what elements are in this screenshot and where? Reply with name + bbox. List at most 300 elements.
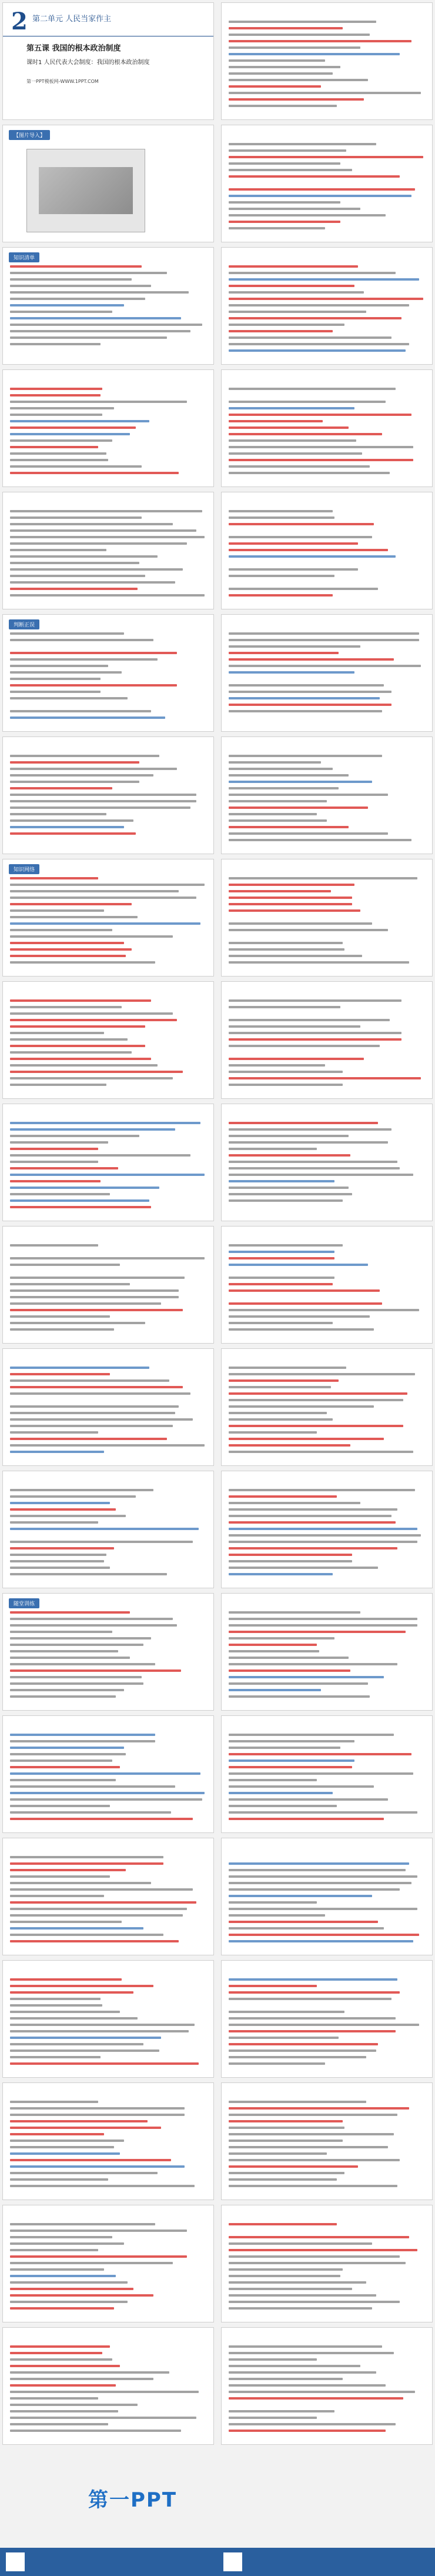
text-line: [10, 1818, 193, 1820]
text-line: [229, 1495, 337, 1498]
slide-thumbnail[interactable]: [2, 614, 214, 732]
slide-thumbnail[interactable]: [2, 1226, 214, 1344]
text-line: [229, 2417, 317, 2419]
text-line: [10, 343, 101, 345]
text-line: [229, 1431, 317, 1434]
text-line: [10, 1805, 110, 1807]
slide-thumbnail[interactable]: [221, 1348, 433, 1466]
slide-thumbnail[interactable]: [221, 1838, 433, 1955]
text-line: [10, 671, 122, 674]
slide-text-block: [10, 1856, 206, 1949]
slide-text-block: [10, 2345, 206, 2438]
text-line: [229, 1991, 400, 1994]
text-line: [229, 768, 333, 770]
text-line: [229, 2404, 386, 2406]
text-line: [10, 813, 106, 815]
text-line: [229, 1283, 333, 1285]
text-line: [229, 588, 378, 590]
text-line: [10, 278, 132, 281]
text-line: [229, 1077, 421, 1079]
text-line: [229, 1128, 392, 1131]
slide-text-block: [10, 510, 206, 603]
text-line: [229, 787, 339, 789]
site-label: 第一PPT模板网-WWW.1PPT.COM: [26, 79, 99, 84]
text-line: [229, 691, 392, 693]
text-line: [10, 1798, 202, 1801]
text-line: [229, 40, 411, 42]
text-line: [229, 175, 400, 178]
slide-thumbnail[interactable]: [221, 859, 433, 977]
text-line: [10, 2268, 104, 2271]
text-line: [229, 1367, 346, 1369]
text-line: [10, 1322, 145, 1324]
text-line: [10, 1296, 179, 1298]
text-line: [229, 1199, 343, 1202]
text-line: [10, 781, 139, 783]
text-line: [229, 2159, 400, 2161]
text-line: [10, 1618, 173, 1620]
text-line: [10, 884, 205, 886]
text-line: [229, 1425, 403, 1427]
text-line: [10, 1084, 106, 1086]
slide-thumbnail[interactable]: [221, 1715, 433, 1833]
text-line: [229, 1747, 340, 1749]
text-line: [229, 1180, 334, 1182]
text-line: [229, 34, 370, 36]
slide-thumbnail[interactable]: [2, 1104, 214, 1221]
text-line: [229, 1573, 333, 1575]
text-line: [10, 2281, 128, 2284]
text-line: [229, 1502, 360, 1504]
text-line: [229, 298, 423, 300]
text-line: [229, 2268, 343, 2271]
text-line: [10, 1985, 153, 1987]
text-line: [229, 2242, 372, 2245]
text-line: [10, 1199, 149, 1202]
text-line: [229, 1862, 409, 1865]
text-line: [10, 426, 136, 429]
text-line: [10, 2358, 112, 2361]
slide-thumbnail[interactable]: [221, 1226, 433, 1344]
text-line: [229, 214, 386, 216]
text-line: [229, 1412, 327, 1414]
text-line: [229, 2345, 382, 2348]
slide-thumbnail[interactable]: [2, 1838, 214, 1955]
text-line: [229, 2371, 376, 2374]
text-line: [229, 581, 360, 584]
text-line: [229, 188, 415, 191]
text-line: [10, 2384, 116, 2387]
slide-thumbnail[interactable]: [2, 2205, 214, 2322]
text-line: [10, 1412, 175, 1414]
text-line: [229, 1309, 419, 1311]
text-line: [229, 1167, 400, 1169]
text-line: [10, 1289, 179, 1292]
text-line: [229, 909, 360, 912]
text-line: [229, 2301, 400, 2303]
slide-text-block: [229, 1734, 425, 1827]
text-line: [10, 1148, 98, 1150]
text-line: [229, 704, 392, 706]
text-line: [229, 1779, 317, 1781]
text-line: [229, 1785, 374, 1788]
slide-thumbnail[interactable]: [221, 1593, 433, 1711]
slide-thumbnail[interactable]: [221, 2205, 433, 2322]
text-line: [10, 1399, 169, 1401]
text-line: [229, 1405, 374, 1408]
text-line: [229, 1554, 352, 1556]
slide-thumbnail[interactable]: [2, 2327, 214, 2445]
text-line: [229, 1631, 406, 1633]
text-line: [229, 1508, 397, 1511]
text-line: [10, 291, 189, 294]
slide-thumbnail[interactable]: [2, 1960, 214, 2078]
text-line: [10, 472, 179, 474]
text-line: [10, 1908, 187, 1910]
text-line: [229, 1328, 374, 1331]
text-line: [229, 568, 358, 571]
text-line: [10, 1695, 116, 1698]
text-line: [10, 922, 200, 925]
slide-text-block: [229, 1611, 425, 1704]
text-line: [10, 2301, 128, 2303]
text-line: [229, 1315, 370, 1318]
text-line: [229, 1071, 343, 1073]
slide-text-block: [10, 265, 206, 358]
text-line: [229, 665, 421, 667]
slide-thumbnail[interactable]: [221, 1471, 433, 1588]
text-line: [10, 2262, 173, 2264]
text-line: [229, 1934, 419, 1936]
text-line: [229, 2262, 406, 2264]
text-line: [229, 72, 333, 75]
text-line: [10, 691, 101, 693]
text-line: [10, 755, 159, 757]
text-line: [229, 652, 339, 654]
text-line: [10, 2365, 120, 2367]
text-line: [229, 2056, 366, 2058]
slide-thumbnail[interactable]: [2, 125, 214, 242]
slide-thumbnail[interactable]: [2, 1471, 214, 1588]
text-line: [229, 162, 340, 165]
text-line: [229, 459, 413, 461]
text-line: [229, 761, 321, 764]
text-line: [10, 1077, 173, 1079]
slide-thumbnail[interactable]: [221, 737, 433, 854]
text-line: [229, 2172, 344, 2174]
text-line: [10, 768, 177, 770]
title-slide[interactable]: [2, 2, 214, 120]
text-line: [10, 1766, 120, 1768]
text-line: [229, 79, 368, 81]
slide-text-block: [229, 755, 425, 848]
slide-text-block: [229, 1244, 425, 1337]
text-line: [10, 1025, 145, 1028]
text-line: [229, 1740, 354, 1742]
text-line: [229, 1289, 380, 1292]
text-line: [10, 1759, 112, 1762]
text-line: [10, 1547, 114, 1549]
text-line: [10, 1032, 104, 1034]
slide-thumbnail[interactable]: [2, 859, 214, 977]
text-line: [10, 807, 190, 809]
text-line: [10, 459, 108, 461]
unit-title: 第二单元 人民当家作主: [32, 15, 112, 24]
text-line: [10, 1921, 122, 1923]
text-line: [229, 839, 411, 841]
text-line: [229, 1161, 397, 1163]
text-line: [229, 221, 340, 223]
text-line: [10, 2011, 120, 2013]
text-line: [229, 426, 349, 429]
text-line: [229, 439, 356, 442]
slide-thumbnail[interactable]: [2, 1715, 214, 1833]
text-line: [10, 2159, 171, 2161]
slide-thumbnail[interactable]: [221, 247, 433, 365]
text-line: [10, 407, 114, 409]
text-line: [10, 2152, 120, 2155]
text-line: [229, 2358, 317, 2361]
text-line: [229, 1560, 352, 1562]
slide-thumbnail[interactable]: [2, 2082, 214, 2200]
text-line: [10, 1927, 143, 1929]
text-line: [229, 2178, 337, 2181]
slide-text-block: [229, 388, 425, 481]
text-line: [10, 1650, 118, 1652]
text-line: [10, 1379, 169, 1382]
text-line: [229, 304, 409, 306]
text-line: [229, 639, 419, 641]
text-line: [229, 394, 417, 396]
text-line: [10, 1309, 183, 1311]
slide-thumbnail[interactable]: [2, 981, 214, 1099]
text-line: [10, 516, 142, 519]
text-line: [229, 285, 354, 287]
text-line: [229, 1019, 390, 1021]
text-line: [229, 1682, 368, 1685]
text-line: [10, 2223, 155, 2225]
text-line: [229, 201, 340, 204]
text-line: [10, 1772, 200, 1775]
text-line: [229, 2133, 394, 2135]
text-line: [10, 704, 122, 706]
text-line: [229, 2430, 386, 2432]
text-line: [10, 2030, 189, 2032]
slide-thumbnail[interactable]: [221, 614, 433, 732]
text-line: [229, 1734, 394, 1736]
slide-thumbnail[interactable]: [221, 1960, 433, 2078]
text-line: [229, 961, 409, 964]
text-line: [229, 678, 333, 680]
slide-thumbnail[interactable]: [2, 247, 214, 365]
text-line: [10, 639, 153, 641]
slide-thumbnail[interactable]: [2, 492, 214, 609]
text-line: [10, 542, 187, 545]
text-line: [10, 2230, 187, 2232]
text-line: [10, 1785, 175, 1788]
slide-thumbnail[interactable]: [221, 2, 433, 120]
text-line: [229, 1148, 317, 1150]
text-line: [10, 2140, 124, 2142]
text-line: [10, 388, 102, 390]
slide-text-block: [229, 1856, 425, 1949]
text-line: [10, 2345, 110, 2348]
slide-text-block: [10, 632, 206, 725]
text-line: [229, 1624, 417, 1627]
text-line: [10, 819, 133, 822]
slide-thumbnail[interactable]: [221, 1104, 433, 1221]
text-line: [10, 401, 187, 403]
text-line: [10, 1998, 101, 2000]
text-line: [10, 1895, 104, 1897]
text-line: [10, 2043, 143, 2045]
slide-thumbnail[interactable]: [2, 1593, 214, 1711]
text-line: [229, 1921, 378, 1923]
text-line: [10, 1792, 205, 1794]
text-line: [229, 542, 358, 545]
text-line: [10, 420, 149, 422]
text-line: [10, 1315, 110, 1318]
text-line: [229, 594, 333, 596]
text-line: [10, 1502, 110, 1504]
text-line: [10, 317, 181, 319]
slide-thumbnail[interactable]: [2, 737, 214, 854]
qr-code-icon: [6, 2552, 25, 2571]
text-line: [229, 156, 423, 158]
text-line: [10, 1064, 158, 1067]
text-line: [229, 807, 368, 809]
slide-text-block: [10, 1734, 206, 1827]
text-line: [229, 21, 376, 23]
text-line: [229, 1875, 417, 1878]
text-line: [10, 787, 112, 789]
text-line: [229, 1547, 397, 1549]
text-line: [229, 27, 343, 29]
text-line: [10, 1161, 98, 1163]
slide-text-block: [10, 1489, 206, 1582]
text-line: [229, 1206, 415, 1208]
text-line: [10, 645, 101, 648]
text-line: [229, 149, 346, 152]
text-line: [10, 2101, 98, 2103]
text-line: [229, 1695, 370, 1698]
text-line: [10, 1438, 167, 1440]
text-line: [229, 1669, 350, 1672]
text-line: [10, 665, 108, 667]
text-line: [229, 2410, 334, 2412]
slide-thumbnail[interactable]: [221, 125, 433, 242]
text-line: [10, 800, 196, 802]
text-line: [10, 1914, 183, 1917]
text-line: [229, 2043, 378, 2045]
text-line: [10, 1425, 173, 1427]
text-line: [229, 472, 390, 474]
text-line: [10, 2056, 101, 2058]
text-line: [10, 877, 98, 879]
text-line: [229, 1811, 417, 1814]
slide-text-block: [10, 1122, 206, 1215]
text-line: [10, 1901, 196, 1904]
brand-logo: 第一PPT: [88, 2488, 178, 2512]
slide-text-block: [10, 999, 206, 1092]
slide-thumbnail[interactable]: [221, 369, 433, 487]
slide-text-block: [10, 2223, 206, 2316]
slide-text-block: [229, 510, 425, 603]
text-line: [10, 1856, 163, 1858]
text-line: [229, 1264, 368, 1266]
text-line: [229, 1818, 384, 1820]
slide-thumbnail[interactable]: [221, 981, 433, 1099]
text-line: [10, 1122, 200, 1124]
slide-thumbnail[interactable]: [2, 1348, 214, 1466]
text-line: [229, 2185, 397, 2187]
text-line: [229, 1663, 397, 1665]
text-line: [229, 2127, 344, 2129]
text-line: [229, 781, 372, 783]
text-line: [229, 942, 343, 944]
slide-thumbnail[interactable]: [221, 492, 433, 609]
text-line: [229, 85, 321, 88]
text-line: [229, 1914, 325, 1917]
text-line: [229, 1534, 421, 1537]
text-line: [229, 890, 331, 892]
unit-number: 2: [11, 8, 28, 35]
text-line: [229, 1798, 388, 1801]
text-line: [229, 2140, 343, 2142]
text-line: [10, 1554, 106, 1556]
text-line: [229, 2294, 376, 2297]
slide-thumbnail[interactable]: [221, 2082, 433, 2200]
text-line: [229, 336, 392, 339]
text-line: [10, 1180, 101, 1182]
text-line: [229, 1998, 392, 2000]
text-line: [229, 935, 396, 938]
text-line: [10, 929, 112, 931]
text-line: [10, 1740, 155, 1742]
text-line: [229, 401, 386, 403]
text-line: [10, 1270, 173, 1272]
text-line: [229, 1985, 317, 1987]
slide-thumbnail[interactable]: [2, 369, 214, 487]
text-line: [10, 1038, 128, 1041]
slide-text-block: [10, 1367, 206, 1459]
text-line: [10, 903, 132, 905]
text-line: [229, 510, 333, 512]
text-line: [10, 1515, 126, 1517]
slide-thumbnail[interactable]: [221, 2327, 433, 2445]
text-line: [10, 2107, 185, 2110]
text-line: [10, 2249, 98, 2251]
text-line: [10, 2410, 118, 2412]
text-line: [10, 536, 205, 538]
text-line: [229, 311, 366, 313]
text-line: [229, 324, 344, 326]
text-line: [10, 999, 151, 1002]
text-line: [10, 1940, 179, 1942]
text-line: [229, 1451, 413, 1453]
text-line: [229, 349, 406, 352]
text-line: [229, 2223, 337, 2225]
text-line: [229, 2011, 344, 2013]
slide-badge: 随堂训练: [9, 1598, 39, 1608]
text-line: [10, 1386, 183, 1388]
text-line: [229, 1927, 384, 1929]
text-line: [229, 2146, 388, 2148]
slide-text-block: [229, 1367, 425, 1459]
text-line: [229, 1515, 392, 1517]
text-line: [229, 2236, 409, 2238]
text-line: [229, 1399, 403, 1401]
